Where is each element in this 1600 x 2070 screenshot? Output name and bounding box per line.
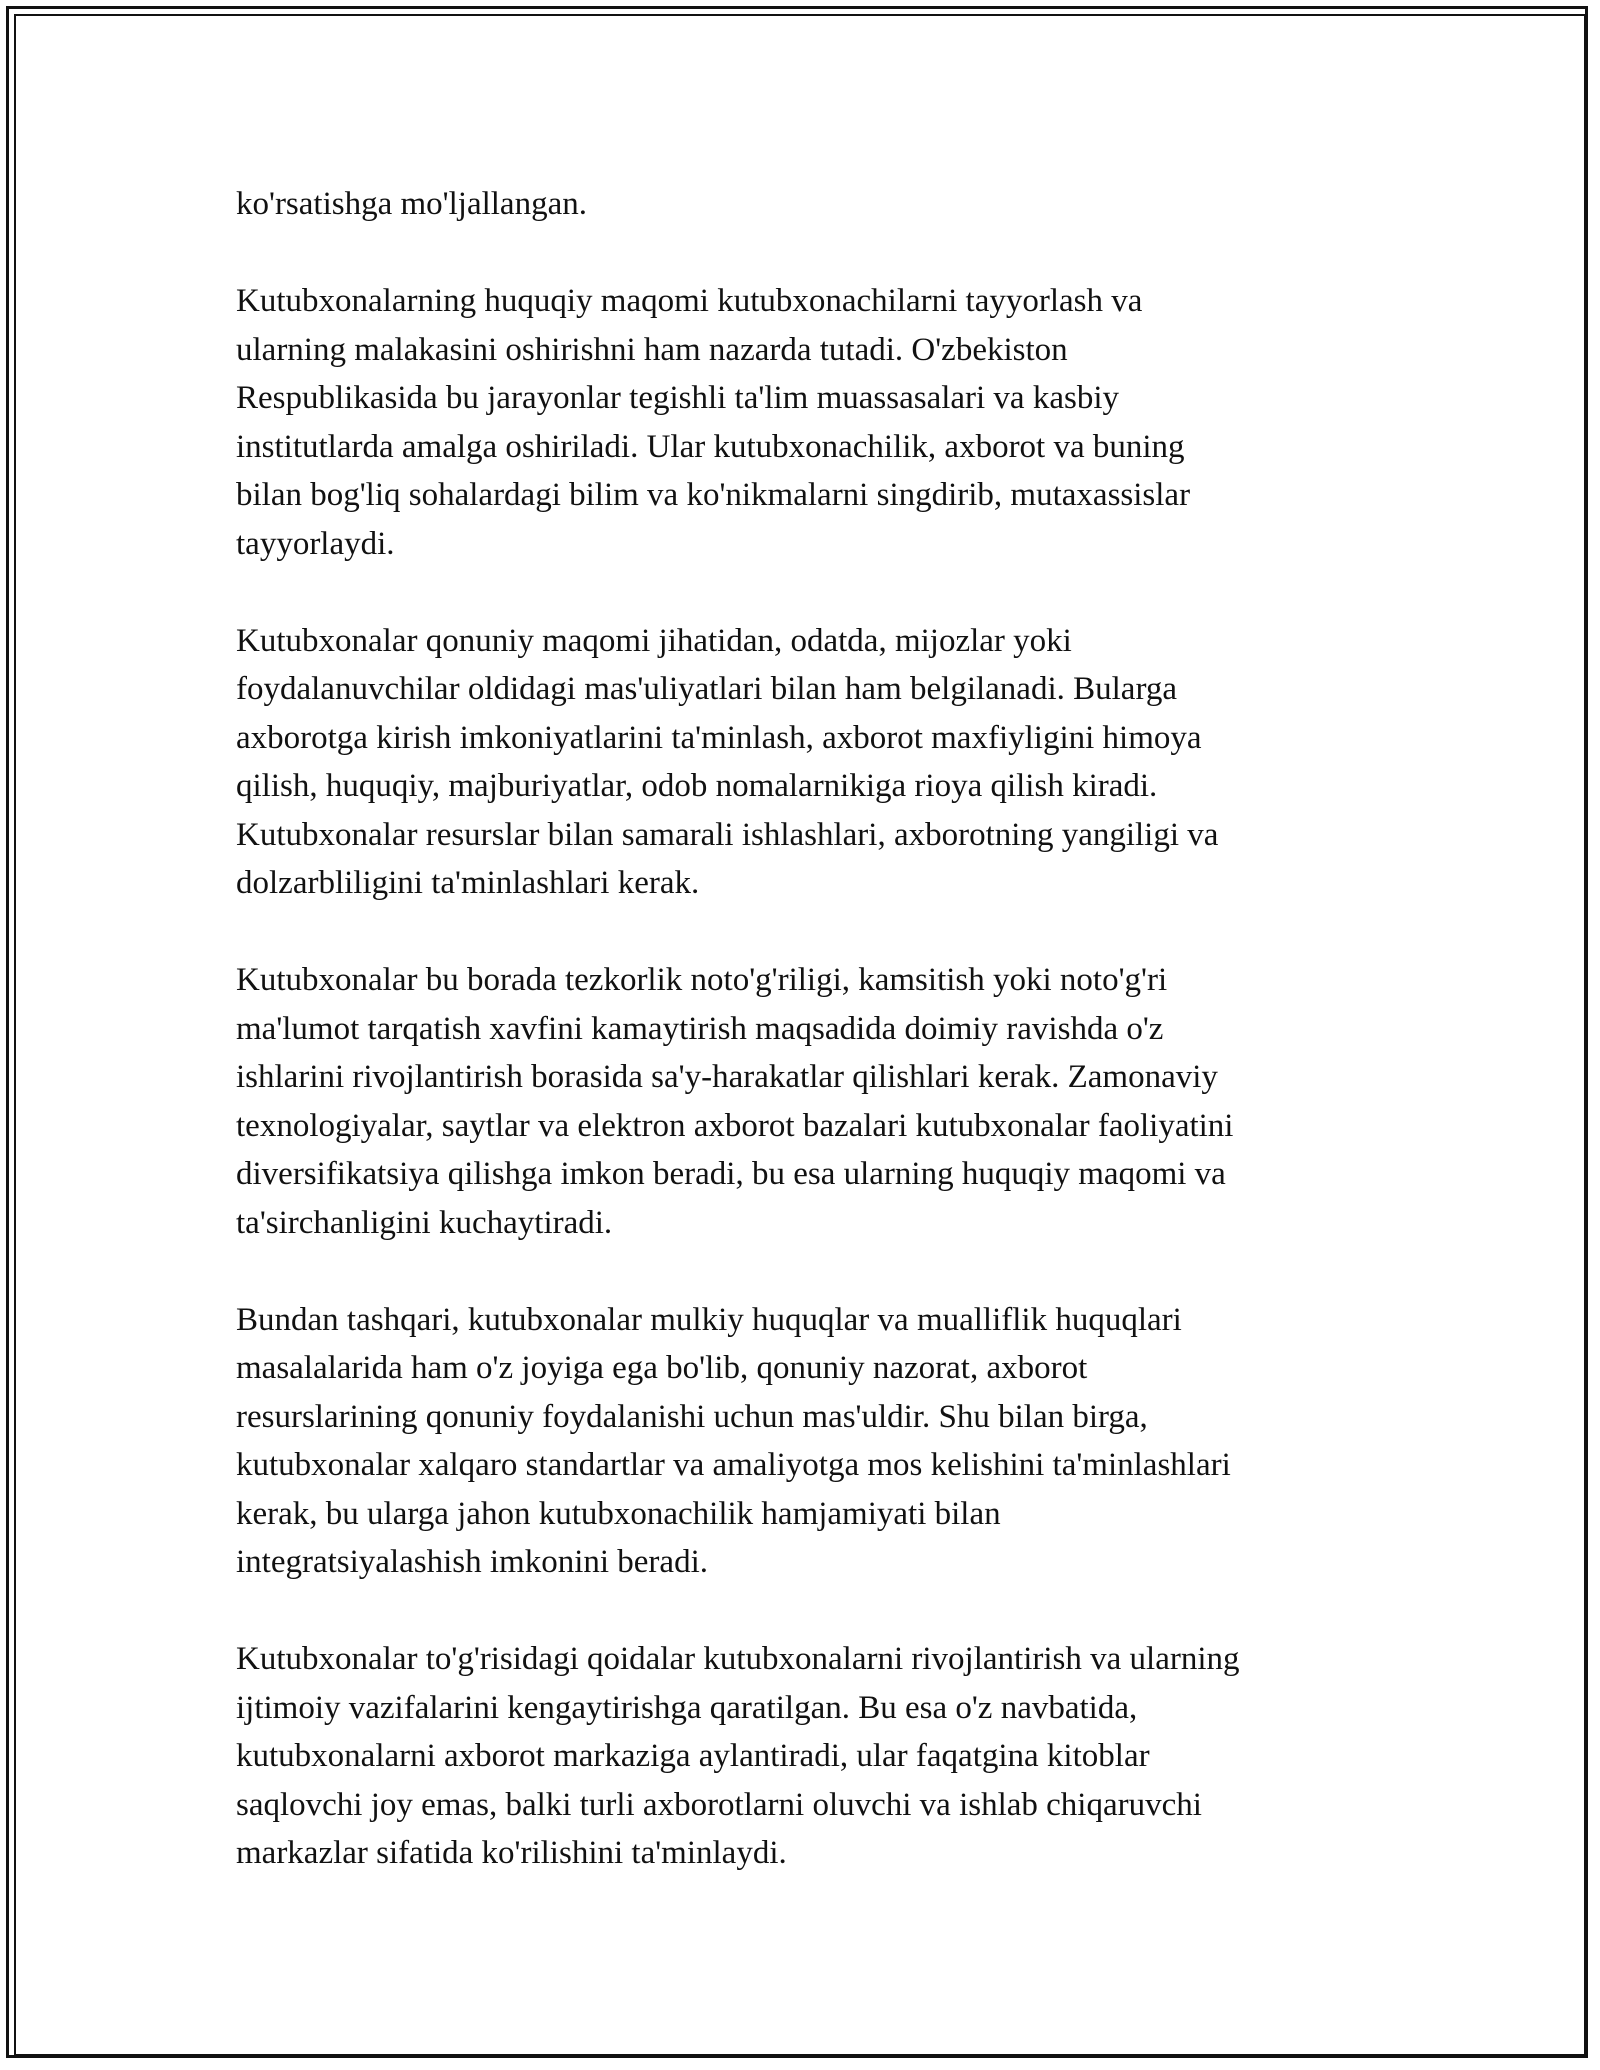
- paragraph-4: Kutubxonalar bu borada tezkorlik noto'g'riligi, kamsitish yoki noto'g'ri ma'lumot tarqatish xavfini kamaytirish maqsadida doimiy ravishda o'z ishlarini rivojlantirish borasida sa'y-harakatlar qilishlari kerak. Zamonaviy texnologiyalar, saytlar va elektron axborot bazalari kutubxonalar faoliyatini diversifikatsiya qilishga imkon beradi, bu esa ularning huquqiy maqomi va ta'sirchanligini kuchaytiradi.: [236, 962, 1234, 1241]
- paragraph-6: Kutubxonalar to'g'risidagi qoidalar kutubxonalarni rivojlantirish va ularning ijtimoiy vazifalarini kengaytirishga qaratilgan. Bu esa o'z navbatida, kutubxonalarni axborot markaziga aylantiradi, ular faqatgina kitoblar saqlovchi joy emas, balki turli axborotlarni oluvchi va ishlab chiqaruvchi markazlar sifatida ko'rilishini ta'minlaydi.: [236, 1641, 1240, 1871]
- paragraph-5: Bundan tashqari, kutubxonalar mulkiy huquqlar va mualliflik huquqlari masalalarida ham o'z joyiga ega bo'lib, qonuniy nazorat, axborot resurslarining qonuniy foydalanishi uchun mas'uldir. Shu bilan birga, kutubxonalar xalqaro standartlar va amaliyotga mos kelishini ta'minlashlari kerak, bu ularga jahon kutubxonachilik hamjamiyati bilan integratsiyalashish imkonini beradi.: [236, 1301, 1231, 1580]
- paragraph-2: Kutubxonalarning huquqiy maqomi kutubxonachilarni tayyorlash va ularning malakasini oshirishni ham nazarda tutadi. O'zbekiston Respublikasida bu jarayonlar tegishli ta'lim muassasalari va kasbiy institutlarda amalga oshiriladi. Ular kutubxonachilik, axborot va buning bilan bog'liq sohalardagi bilim va ko'nikmalarni singdirib, mutaxassislar tayyorlaydi.: [236, 283, 1191, 562]
- paragraph-3: Kutubxonalar qonuniy maqomi jihatidan, odatda, mijozlar yoki foydalanuvchilar oldidagi mas'uliyatlari bilan ham belgilanadi. Bularga axborotga kirish imkoniyatlarini ta'minlash, axborot maxfiyligini himoya qilish, huquqiy, majburiyatlar, odob nomalarnikiga rioya qilish kiradi. Kutubxonalar resurslar bilan samarali ishlashlari, axborotning yangiligi va dolzarbliligini ta'minlashlari kerak.: [236, 622, 1219, 901]
- paragraph-1: ko'rsatishga mo'ljallangan.: [236, 186, 587, 222]
- document-body: [236, 180, 1366, 1926]
